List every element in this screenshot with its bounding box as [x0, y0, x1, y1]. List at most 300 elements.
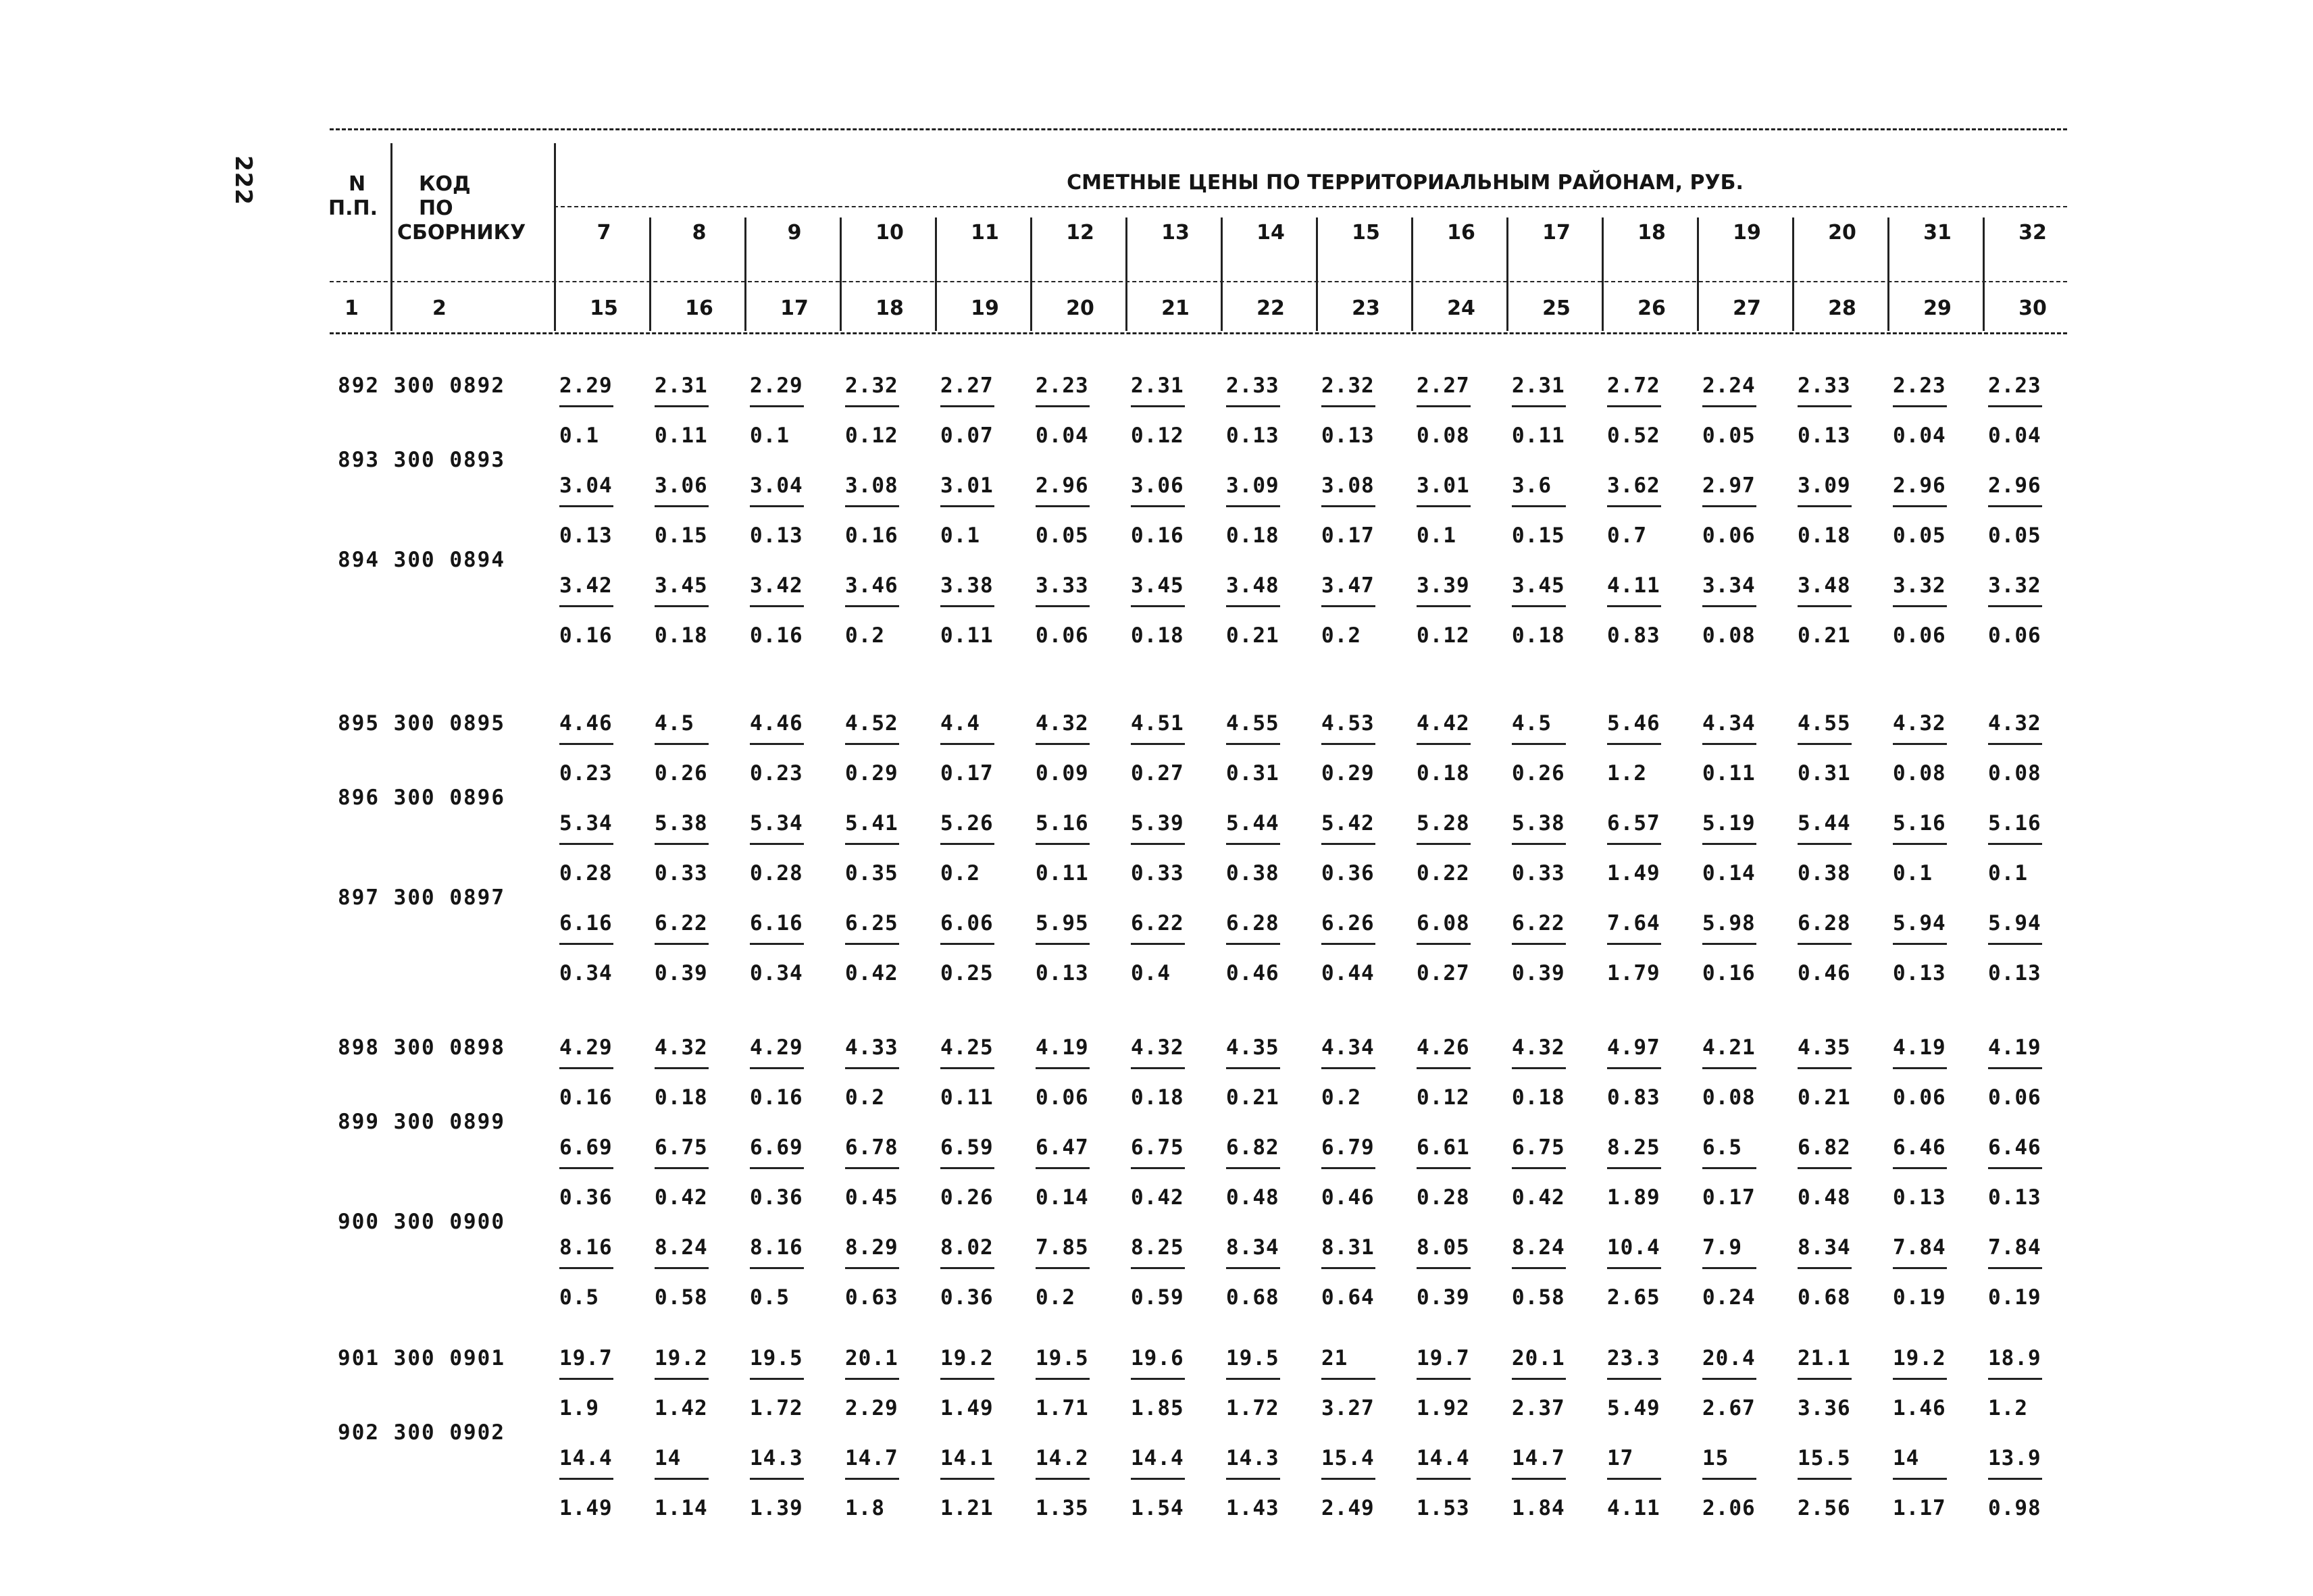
price-cell: 0.23 — [559, 761, 613, 786]
price-cell: 5.19 — [1702, 811, 1756, 835]
column-index: 30 — [2018, 297, 2047, 320]
fraction-bar — [1131, 405, 1185, 407]
fraction-bar — [940, 943, 994, 945]
price-cell: 2.49 — [1321, 1496, 1375, 1520]
column-index: 24 — [1447, 297, 1475, 320]
price-cell: 3.06 — [655, 473, 708, 498]
price-cell: 0.31 — [1226, 761, 1279, 786]
fraction-bar — [845, 1067, 899, 1069]
price-cell: 6.61 — [1417, 1135, 1470, 1160]
price-cell: 3.09 — [1226, 473, 1279, 498]
district-number: 14 — [1256, 221, 1285, 244]
fraction-bar — [750, 605, 804, 607]
price-cell: 0.18 — [655, 1085, 708, 1110]
column-index: 23 — [1352, 297, 1380, 320]
price-cell: 1.54 — [1131, 1496, 1184, 1520]
fraction-bar — [655, 1167, 709, 1169]
price-cell: 0.21 — [1226, 623, 1279, 648]
price-cell: 0.23 — [750, 761, 803, 786]
fraction-bar — [1321, 505, 1375, 507]
price-cell: 4.97 — [1607, 1035, 1660, 1060]
price-cell: 0.63 — [845, 1285, 898, 1310]
price-cell: 0.17 — [1321, 523, 1375, 548]
price-cell: 0.33 — [655, 861, 708, 885]
price-cell: 0.5 — [750, 1285, 790, 1310]
fraction-bar — [1512, 843, 1566, 845]
price-cell: 6.57 — [1607, 811, 1660, 835]
price-cell: 4.34 — [1702, 711, 1756, 736]
price-cell: 0.64 — [1321, 1285, 1375, 1310]
price-cell: 1.35 — [1036, 1496, 1089, 1520]
price-cell: 3.06 — [1131, 473, 1184, 498]
price-cell: 6.16 — [750, 911, 803, 935]
price-cell: 4.35 — [1798, 1035, 1851, 1060]
column-index: 19 — [971, 297, 999, 320]
price-cell: 19.6 — [1131, 1346, 1184, 1370]
price-cell: 0.38 — [1798, 861, 1851, 885]
fraction-bar — [1988, 505, 2042, 507]
fraction-bar — [655, 1478, 709, 1480]
fraction-bar — [1226, 943, 1280, 945]
price-cell: 15.4 — [1321, 1446, 1375, 1470]
fraction-bar — [1988, 1378, 2042, 1380]
fraction-bar — [1512, 1167, 1566, 1169]
fraction-bar — [1607, 605, 1661, 607]
fraction-bar — [1321, 405, 1375, 407]
fraction-bar — [1226, 1378, 1280, 1380]
fraction-bar — [1321, 1378, 1375, 1380]
header-vline-col — [1983, 217, 1985, 331]
price-cell: 0.13 — [1321, 423, 1375, 448]
district-number: 13 — [1161, 221, 1190, 244]
price-cell: 19.7 — [559, 1346, 613, 1370]
fraction-bar — [1321, 1267, 1375, 1269]
price-cell: 0.58 — [1512, 1285, 1565, 1310]
price-cell: 1.79 — [1607, 961, 1660, 985]
price-cell: 0.14 — [1702, 861, 1756, 885]
price-cell: 3.39 — [1417, 573, 1470, 598]
price-cell: 3.47 — [1321, 573, 1375, 598]
price-cell: 6.69 — [750, 1135, 803, 1160]
price-cell: 2.31 — [1131, 374, 1184, 398]
column-index: 15 — [590, 297, 618, 320]
header-vline-col — [1697, 217, 1699, 331]
price-cell: 0.1 — [750, 423, 790, 448]
fraction-bar — [1036, 405, 1090, 407]
price-cell: 1.39 — [750, 1496, 803, 1520]
price-cell: 0.15 — [1512, 523, 1565, 548]
fraction-bar — [845, 943, 899, 945]
price-cell: 0.33 — [1512, 861, 1565, 885]
fraction-bar — [1131, 1378, 1185, 1380]
price-cell: 1.72 — [750, 1396, 803, 1420]
price-cell: 14.3 — [750, 1446, 803, 1470]
price-cell: 8.25 — [1131, 1235, 1184, 1260]
price-cell: 4.32 — [1036, 711, 1089, 736]
price-cell: 3.01 — [940, 473, 994, 498]
price-cell: 0.83 — [1607, 623, 1660, 648]
price-cell: 4.19 — [1036, 1035, 1089, 1060]
price-cell: 5.49 — [1607, 1396, 1660, 1420]
price-cell: 4.26 — [1417, 1035, 1470, 1060]
column-index: 26 — [1637, 297, 1666, 320]
price-cell: 1.72 — [1226, 1396, 1279, 1420]
fraction-bar — [1893, 405, 1947, 407]
fraction-bar — [940, 1167, 994, 1169]
price-cell: 18.9 — [1988, 1346, 2041, 1370]
fraction-bar — [1893, 1267, 1947, 1269]
price-cell: 23.3 — [1607, 1346, 1660, 1370]
fraction-bar — [655, 743, 709, 745]
price-cell: 0.98 — [1988, 1496, 2041, 1520]
price-cell: 0.2 — [1036, 1285, 1075, 1310]
price-cell: 0.58 — [655, 1285, 708, 1310]
price-cell: 5.42 — [1321, 811, 1375, 835]
fraction-bar — [1893, 943, 1947, 945]
price-cell: 6.16 — [559, 911, 613, 935]
price-cell: 5.95 — [1036, 911, 1089, 935]
fraction-bar — [1607, 1167, 1661, 1169]
fraction-bar — [845, 1167, 899, 1169]
price-cell: 2.27 — [1417, 374, 1470, 398]
price-cell: 0.12 — [1417, 623, 1470, 648]
fraction-bar — [1036, 743, 1090, 745]
price-cell: 19.5 — [1036, 1346, 1089, 1370]
price-cell: 4.46 — [559, 711, 613, 736]
price-cell: 0.15 — [655, 523, 708, 548]
fraction-bar — [750, 743, 804, 745]
price-cell: 0.16 — [750, 623, 803, 648]
price-cell: 4.55 — [1226, 711, 1279, 736]
fraction-bar — [1798, 943, 1852, 945]
price-cell: 0.21 — [1226, 1085, 1279, 1110]
price-cell: 5.34 — [750, 811, 803, 835]
fraction-bar — [940, 505, 994, 507]
price-cell: 0.05 — [1988, 523, 2041, 548]
price-cell: 0.04 — [1893, 423, 1946, 448]
fraction-bar — [655, 505, 709, 507]
fraction-bar — [1036, 505, 1090, 507]
price-cell: 3.01 — [1417, 473, 1470, 498]
price-cell: 6.28 — [1798, 911, 1851, 935]
price-cell: 8.29 — [845, 1235, 898, 1260]
price-cell: 0.42 — [1131, 1185, 1184, 1210]
fraction-bar — [1893, 1478, 1947, 1480]
fraction-bar — [1226, 743, 1280, 745]
price-cell: 0.7 — [1607, 523, 1647, 548]
price-cell: 6.5 — [1702, 1135, 1742, 1160]
row-code-label: 894 300 0894 — [338, 548, 505, 572]
price-cell: 8.05 — [1417, 1235, 1470, 1260]
price-cell: 6.06 — [940, 911, 994, 935]
price-cell: 6.22 — [1512, 911, 1565, 935]
price-cell: 0.18 — [1798, 523, 1851, 548]
price-cell: 0.16 — [559, 1085, 613, 1110]
price-cell: 0.11 — [655, 423, 708, 448]
header-title-rule — [554, 206, 2067, 207]
header-bottom-rule — [330, 332, 2067, 334]
price-cell: 0.48 — [1798, 1185, 1851, 1210]
price-cell: 0.19 — [1893, 1285, 1946, 1310]
price-cell: 17 — [1607, 1446, 1634, 1470]
fraction-bar — [1702, 1267, 1756, 1269]
price-cell: 6.82 — [1226, 1135, 1279, 1160]
price-cell: 1.53 — [1417, 1496, 1470, 1520]
price-cell: 0.04 — [1988, 423, 2041, 448]
fraction-bar — [1798, 505, 1852, 507]
header-code-label-3: СБОРНИКУ — [397, 221, 526, 244]
header-vline-col — [1792, 217, 1794, 331]
price-cell: 4.32 — [655, 1035, 708, 1060]
header-vline-2 — [554, 143, 556, 331]
fraction-bar — [1702, 1478, 1756, 1480]
price-cell: 1.92 — [1417, 1396, 1470, 1420]
price-cell: 0.12 — [1417, 1085, 1470, 1110]
price-cell: 4.35 — [1226, 1035, 1279, 1060]
price-cell: 0.28 — [1417, 1185, 1470, 1210]
price-cell: 0.17 — [940, 761, 994, 786]
price-cell: 8.31 — [1321, 1235, 1375, 1260]
fraction-bar — [1036, 605, 1090, 607]
header-vline-1 — [390, 143, 392, 331]
fraction-bar — [1226, 1478, 1280, 1480]
price-cell: 0.16 — [1702, 961, 1756, 985]
price-cell: 3.42 — [750, 573, 803, 598]
price-cell: 0.18 — [1512, 1085, 1565, 1110]
price-cell: 0.13 — [1893, 961, 1946, 985]
price-cell: 0.18 — [1226, 523, 1279, 548]
price-cell: 0.35 — [845, 861, 898, 885]
price-cell: 3.45 — [655, 573, 708, 598]
fraction-bar — [1607, 1378, 1661, 1380]
price-cell: 4.52 — [845, 711, 898, 736]
price-cell: 14.4 — [1131, 1446, 1184, 1470]
price-cell: 10.4 — [1607, 1235, 1660, 1260]
district-number: 11 — [971, 221, 999, 244]
price-cell: 3.48 — [1798, 573, 1851, 598]
price-cell: 4.5 — [1512, 711, 1552, 736]
fraction-bar — [655, 605, 709, 607]
price-cell: 0.08 — [1702, 1085, 1756, 1110]
fraction-bar — [1036, 1067, 1090, 1069]
price-cell: 3.32 — [1988, 573, 2041, 598]
price-cell: 0.36 — [559, 1185, 613, 1210]
price-cell: 4.33 — [845, 1035, 898, 1060]
price-cell: 0.29 — [1321, 761, 1375, 786]
fraction-bar — [1417, 1067, 1471, 1069]
price-cell: 19.2 — [1893, 1346, 1946, 1370]
price-cell: 7.85 — [1036, 1235, 1089, 1260]
price-cell: 5.28 — [1417, 811, 1470, 835]
fraction-bar — [1893, 843, 1947, 845]
price-cell: 2.31 — [1512, 374, 1565, 398]
fraction-bar — [845, 605, 899, 607]
fraction-bar — [1131, 743, 1185, 745]
price-cell: 1.21 — [940, 1496, 994, 1520]
price-cell: 5.38 — [1512, 811, 1565, 835]
fraction-bar — [750, 1167, 804, 1169]
price-cell: 0.18 — [1417, 761, 1470, 786]
price-cell: 2.97 — [1702, 473, 1756, 498]
price-cell: 14.4 — [1417, 1446, 1470, 1470]
fraction-bar — [1417, 1478, 1471, 1480]
price-cell: 1.8 — [845, 1496, 885, 1520]
price-cell: 14.1 — [940, 1446, 994, 1470]
row-code-label: 896 300 0896 — [338, 786, 505, 810]
price-cell: 4.32 — [1988, 711, 2041, 736]
price-cell: 20.1 — [845, 1346, 898, 1370]
fraction-bar — [559, 1267, 613, 1269]
fraction-bar — [1226, 1267, 1280, 1269]
fraction-bar — [1702, 405, 1756, 407]
price-cell: 0.34 — [750, 961, 803, 985]
district-number: 31 — [1923, 221, 1952, 244]
price-cell: 3.33 — [1036, 573, 1089, 598]
fraction-bar — [1607, 1478, 1661, 1480]
price-cell: 14 — [1893, 1446, 1920, 1470]
price-cell: 0.17 — [1702, 1185, 1756, 1210]
header-vline-col — [1411, 217, 1413, 331]
price-cell: 0.31 — [1798, 761, 1851, 786]
price-cell: 5.41 — [845, 811, 898, 835]
price-cell: 2.72 — [1607, 374, 1660, 398]
price-cell: 0.18 — [1512, 623, 1565, 648]
price-cell: 0.12 — [1131, 423, 1184, 448]
price-cell: 0.06 — [1893, 1085, 1946, 1110]
price-cell: 0.08 — [1893, 761, 1946, 786]
district-number: 15 — [1352, 221, 1380, 244]
price-cell: 8.34 — [1226, 1235, 1279, 1260]
price-cell: 4.5 — [655, 711, 694, 736]
fraction-bar — [559, 1478, 613, 1480]
price-cell: 2.31 — [655, 374, 708, 398]
price-cell: 0.2 — [845, 1085, 885, 1110]
fraction-bar — [1131, 605, 1185, 607]
fraction-bar — [1988, 1267, 2042, 1269]
price-cell: 0.06 — [1893, 623, 1946, 648]
price-cell: 3.09 — [1798, 473, 1851, 498]
price-cell: 19.2 — [655, 1346, 708, 1370]
price-cell: 2.23 — [1893, 374, 1946, 398]
fraction-bar — [1512, 605, 1566, 607]
price-cell: 0.44 — [1321, 961, 1375, 985]
price-cell: 0.68 — [1798, 1285, 1851, 1310]
price-cell: 2.23 — [1988, 374, 2041, 398]
price-cell: 0.06 — [1988, 1085, 2041, 1110]
fraction-bar — [1798, 1167, 1852, 1169]
price-cell: 4.29 — [750, 1035, 803, 1060]
fraction-bar — [1702, 505, 1756, 507]
price-cell: 2.96 — [1036, 473, 1089, 498]
price-cell: 5.46 — [1607, 711, 1660, 736]
price-cell: 0.08 — [1988, 761, 2041, 786]
fraction-bar — [1702, 1167, 1756, 1169]
price-cell: 1.49 — [559, 1496, 613, 1520]
price-cell: 0.16 — [845, 523, 898, 548]
price-cell: 1.89 — [1607, 1185, 1660, 1210]
fraction-bar — [1607, 843, 1661, 845]
price-cell: 0.16 — [1131, 523, 1184, 548]
price-cell: 0.09 — [1036, 761, 1089, 786]
price-cell: 6.26 — [1321, 911, 1375, 935]
price-cell: 4.4 — [940, 711, 980, 736]
fraction-bar — [1036, 1378, 1090, 1380]
price-cell: 8.02 — [940, 1235, 994, 1260]
fraction-bar — [1131, 1167, 1185, 1169]
fraction-bar — [1988, 1478, 2042, 1480]
price-cell: 1.9 — [559, 1396, 599, 1420]
row-code-label: 900 300 0900 — [338, 1210, 505, 1234]
price-cell: 14.7 — [1512, 1446, 1565, 1470]
price-cell: 0.25 — [940, 961, 994, 985]
fraction-bar — [1512, 1478, 1566, 1480]
price-cell: 3.04 — [559, 473, 613, 498]
fraction-bar — [1512, 1067, 1566, 1069]
price-cell: 5.98 — [1702, 911, 1756, 935]
price-cell: 0.52 — [1607, 423, 1660, 448]
price-cell: 6.47 — [1036, 1135, 1089, 1160]
price-cell: 14.7 — [845, 1446, 898, 1470]
fraction-bar — [750, 1378, 804, 1380]
fraction-bar — [1798, 743, 1852, 745]
price-cell: 5.16 — [1036, 811, 1089, 835]
price-cell: 0.26 — [940, 1185, 994, 1210]
price-cell: 0.11 — [1512, 423, 1565, 448]
fraction-bar — [655, 843, 709, 845]
price-cell: 0.06 — [1988, 623, 2041, 648]
price-cell: 2.24 — [1702, 374, 1756, 398]
fraction-bar — [940, 1478, 994, 1480]
price-cell: 0.26 — [1512, 761, 1565, 786]
fraction-bar — [1798, 1478, 1852, 1480]
price-cell: 2.96 — [1893, 473, 1946, 498]
fraction-bar — [1417, 1167, 1471, 1169]
price-cell: 19.5 — [1226, 1346, 1279, 1370]
column-index: 27 — [1733, 297, 1761, 320]
fraction-bar — [1131, 505, 1185, 507]
price-cell: 14.2 — [1036, 1446, 1089, 1470]
header-n-label: N — [349, 172, 366, 196]
fraction-bar — [750, 505, 804, 507]
price-cell: 3.46 — [845, 573, 898, 598]
fraction-bar — [1607, 505, 1661, 507]
column-index: 28 — [1828, 297, 1856, 320]
price-cell: 8.25 — [1607, 1135, 1660, 1160]
column-index: 18 — [875, 297, 904, 320]
price-cell: 1.49 — [940, 1396, 994, 1420]
price-cell: 14.4 — [559, 1446, 613, 1470]
price-cell: 4.11 — [1607, 1496, 1660, 1520]
price-cell: 6.22 — [655, 911, 708, 935]
price-cell: 3.62 — [1607, 473, 1660, 498]
price-cell: 0.48 — [1226, 1185, 1279, 1210]
header-vline-col — [1887, 217, 1889, 331]
price-cell: 1.14 — [655, 1496, 708, 1520]
fraction-bar — [1607, 1067, 1661, 1069]
fraction-bar — [1417, 843, 1471, 845]
price-cell: 6.69 — [559, 1135, 613, 1160]
column-index: 25 — [1542, 297, 1571, 320]
price-cell: 4.42 — [1417, 711, 1470, 736]
fraction-bar — [1417, 605, 1471, 607]
fraction-bar — [559, 1378, 613, 1380]
price-cell: 21 — [1321, 1346, 1348, 1370]
fraction-bar — [1226, 1167, 1280, 1169]
price-cell: 0.42 — [655, 1185, 708, 1210]
fraction-bar — [1798, 405, 1852, 407]
price-cell: 6.79 — [1321, 1135, 1375, 1160]
price-cell: 4.53 — [1321, 711, 1375, 736]
